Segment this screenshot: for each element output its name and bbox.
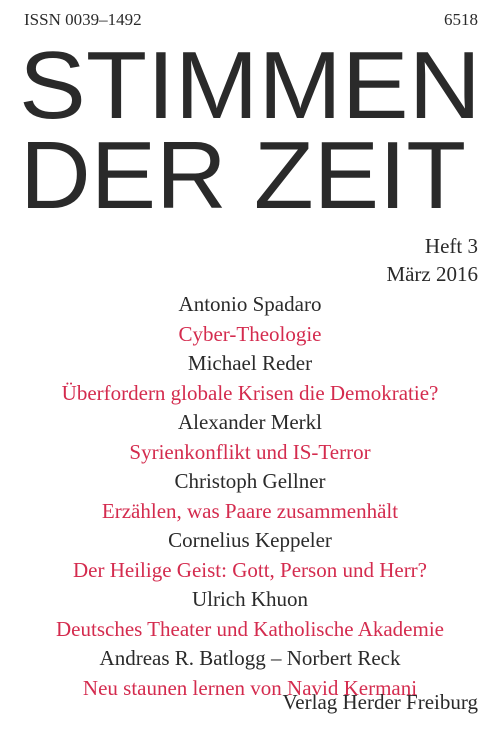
masthead-wordmark <box>0 38 500 220</box>
contents-entry <box>0 408 500 467</box>
contents-entry <box>0 290 500 349</box>
article-author: Christoph Gellner <box>174 469 326 493</box>
article-title: Syrienkonflikt und IS-Terror <box>129 439 371 464</box>
contents-entry <box>0 585 500 644</box>
article-title: Erzählen, was Paare zusammenhält <box>101 498 399 523</box>
article-author: Andreas R. Batlogg – Norbert Reck <box>99 646 401 670</box>
article-title: Deutsches Theater und Katholische Akademie <box>56 616 444 641</box>
masthead-line-1: STIMMEN <box>19 38 481 139</box>
contents-entry <box>0 349 500 408</box>
catalog-number: 6518 <box>444 10 478 29</box>
article-author: Cornelius Keppeler <box>168 528 332 552</box>
publisher-name: Verlag Herder Freiburg <box>282 690 478 714</box>
issue-number: Heft 3 <box>424 234 478 258</box>
issue-info <box>386 232 478 288</box>
contents-entry <box>0 467 500 526</box>
article-title: Der Heilige Geist: Gott, Person und Herr? <box>73 557 427 582</box>
issn-label: ISSN 0039–1492 <box>24 10 142 29</box>
issue-date: März 2016 <box>386 262 478 286</box>
masthead-line-2: DER ZEIT <box>20 122 466 220</box>
article-author: Alexander Merkl <box>177 410 323 434</box>
article-title: Überfordern globale Krisen die Demokratie? <box>61 380 439 405</box>
article-title: Cyber-Theologie <box>178 321 322 346</box>
article-title: Neu staunen lernen von Navid Kermani <box>82 675 418 700</box>
contents-entry <box>0 526 500 585</box>
article-author: Antonio Spadaro <box>178 292 322 316</box>
masthead <box>0 38 500 220</box>
table-of-contents <box>0 290 500 703</box>
article-author: Ulrich Khuon <box>191 587 309 611</box>
article-author: Michael Reder <box>187 351 313 375</box>
